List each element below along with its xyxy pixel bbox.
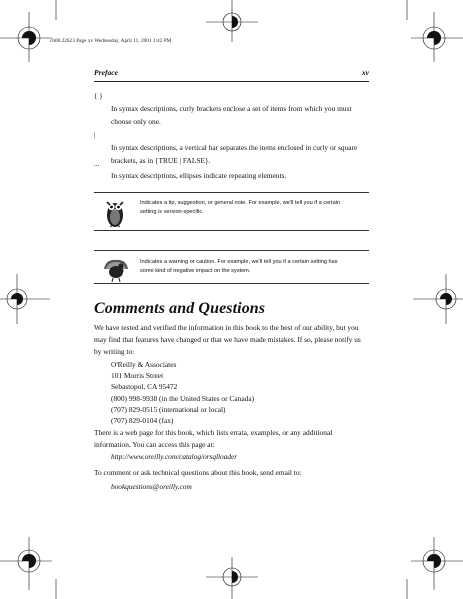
convention-term-ellipsis: ... (94, 160, 100, 168)
page-number: xv (361, 68, 369, 77)
running-header-title: Preface (94, 68, 119, 77)
turkey-icon (101, 257, 131, 283)
section-heading: Comments and Questions (94, 300, 266, 317)
address-line: Sebastopol, CA 95472 (111, 382, 178, 392)
intro-paragraph: We have tested and verified the information in this book to the best of our ability, but you may find that features have changed or that we have made mistakes. If so, please notify us by writing to: (94, 323, 361, 356)
note-tip-text: Indicates a tip, suggestion, or general note. For example, we'll tell you if a certain setting is version-specific. (140, 200, 341, 216)
address-line: (707) 829-0515 (international or local) (111, 404, 226, 414)
catalog-url-link[interactable]: http://www.oreilly.com/catalog/orsqlloader (111, 452, 238, 461)
warning-bottom-rule (94, 283, 369, 284)
warning-top-rule (94, 250, 369, 251)
address-line: (800) 998-9938 (in the United States or Canada) (111, 393, 255, 403)
convention-desc-braces: In syntax descriptions, curly brackets enclose a set of items from which you must choose only one. (111, 104, 352, 127)
owl-icon (103, 198, 127, 230)
email-paragraph: To comment or ask technical questions about this book, send email to: (94, 468, 302, 477)
address-line: 101 Morris Street (111, 371, 164, 381)
email-link[interactable]: bookquestions@oreilly.com (111, 482, 192, 491)
web-page-paragraph: There is a web page for this book, which lists errata, examples, or any additional information. You can access this page at: (94, 428, 333, 449)
note-top-rule (94, 192, 369, 193)
mailing-address (111, 359, 254, 426)
note-warning-text: Indicates a warning or caution. For example, we'll tell you if a certain setting has some kind of negative impact on the system. (140, 259, 338, 275)
note-bottom-rule (94, 230, 369, 231)
header-rule (94, 81, 369, 82)
convention-term-bar: | (94, 131, 96, 139)
address-line: O'Reilly & Associates (111, 360, 177, 369)
print-slug: ch00.22623 Page xv Wednesday, April 11, 2001 1:42 PM (50, 38, 172, 44)
convention-term-braces: { } (94, 92, 103, 100)
convention-desc-bar: In syntax descriptions, a vertical bar separates the items enclosed in curly or square brackets, as in {TRUE | FALSE}. (111, 143, 358, 166)
address-line: (707) 829-0104 (fax) (111, 416, 174, 426)
convention-desc-ellipsis: In syntax descriptions, ellipses indicate repeating elements. (111, 171, 287, 180)
